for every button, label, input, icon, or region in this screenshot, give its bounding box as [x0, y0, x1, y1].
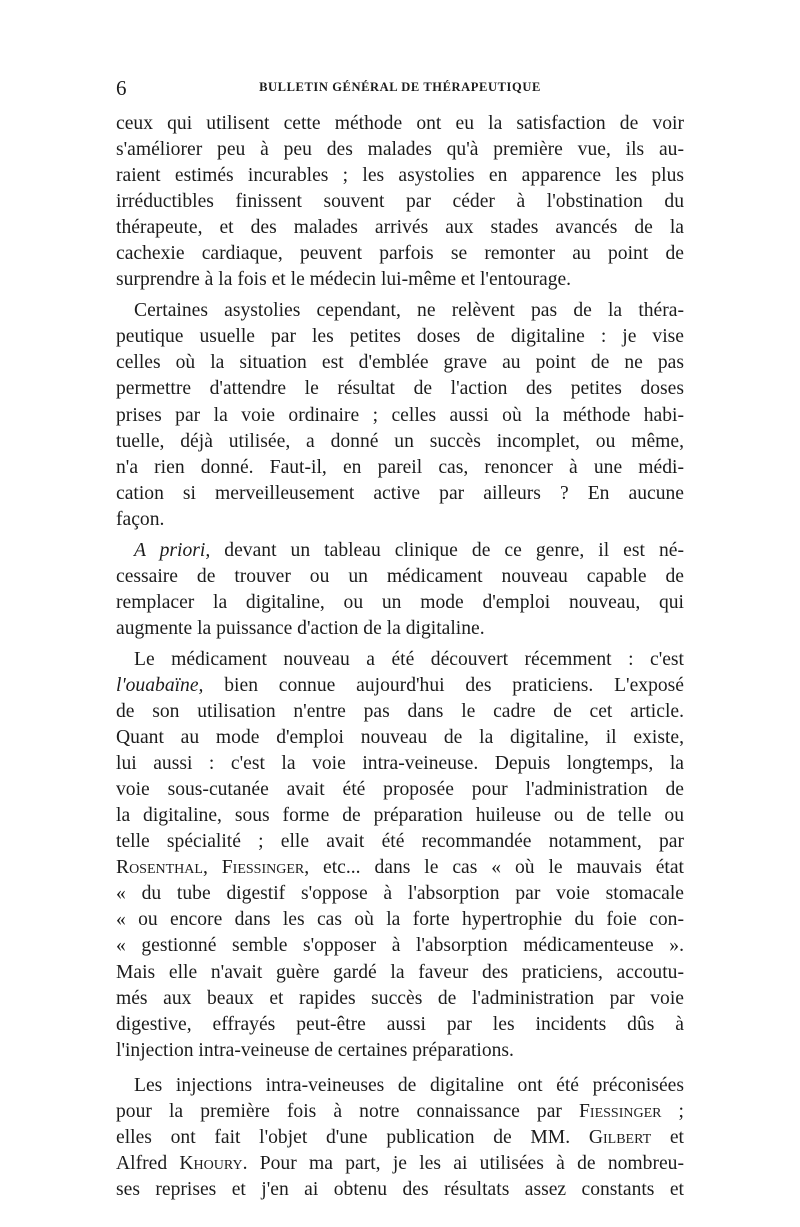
page-number: 6 [116, 76, 127, 100]
text-span: Alfred [116, 1152, 180, 1174]
text-line: peutique usuelle par les petites doses de digitaline : je vise [116, 326, 684, 348]
paragraph-4 [116, 647, 684, 1064]
text-line: celles où la situation est d'emblée grave au point de ne pas [116, 352, 684, 374]
text-line: prises par la voie ordinaire ; celles aussi où la méthode habi- [116, 404, 684, 426]
author-name: Rosenthal [116, 857, 203, 879]
text-line: la digitaline, sous forme de préparation huileuse ou de telle ou [116, 805, 684, 827]
text-line: Quant au mode d'emploi nouveau de la digitaline, il existe, [116, 727, 684, 749]
running-title: BULLETIN GÉNÉRAL DE THÉRAPEUTIQUE [259, 80, 541, 94]
text-line: façon. [116, 508, 165, 530]
paragraph-3 [116, 538, 684, 642]
text-line [116, 1151, 684, 1177]
text-line: Les injections intra-veineuses de digitaline ont été préconisées [134, 1074, 684, 1096]
paragraph-5 [116, 1073, 684, 1203]
text-span: elles ont fait l'objet d'une publication de MM. [116, 1126, 589, 1148]
text-line: més aux beaux et rapides succès de l'administration par voie [116, 987, 684, 1009]
author-name: Fiessinger [579, 1100, 662, 1122]
text-line: « ou encore dans les cas où la forte hypertrophie du foie con- [116, 909, 684, 931]
text-line: ceux qui utilisent cette méthode ont eu la satisfaction de voir [116, 113, 684, 134]
text-span: ; [661, 1100, 685, 1122]
italic-word: l'ouabaïne, [116, 674, 204, 696]
text-line: raient estimés incurables ; les asystolies en apparence les plus [116, 165, 684, 187]
text-line [116, 673, 684, 699]
text-line: telle spécialité ; elle avait été recommandée notamment, par [116, 831, 684, 853]
text-line: lui aussi : c'est la voie intra-veineuse. Depuis longtemps, la [116, 753, 684, 775]
text-line: voie sous-cutanée avait été proposée pour l'administration de [116, 779, 684, 801]
text-span: bien connue aujourd'hui des praticiens. L'exposé [203, 674, 684, 696]
text-line: de son utilisation n'entre pas dans le cadre de cet article. [116, 701, 684, 723]
paragraph-2 [116, 298, 684, 532]
paragraph-1 [116, 111, 684, 293]
text-span: pour la première fois à notre connaissance par [116, 1100, 580, 1122]
body-text [116, 111, 684, 1208]
text-line [116, 1099, 684, 1125]
author-name: Khoury [179, 1152, 243, 1174]
text-span: devant un tableau clinique de ce genre, il est né- [210, 539, 684, 561]
italic-lead: A priori, [134, 539, 211, 561]
text-span: . Pour ma part, je les ai utilisées à de nombreu- [242, 1152, 684, 1174]
text-line: n'a rien donné. Faut-il, en pareil cas, renoncer à une médi- [116, 456, 684, 478]
text-line: augmente la puissance d'action de la digitaline. [116, 617, 485, 639]
text-line: cachexie cardiaque, peuvent parfois se remonter au point de [116, 243, 684, 265]
text-line: digestive, effrayés peut-être aussi par les incidents dûs à [116, 1013, 684, 1035]
text-line: ses reprises et j'en ai obtenu des résultats assez constants et [116, 1178, 684, 1200]
text-line: tuelle, déjà utilisée, a donné un succès incomplet, ou même, [116, 430, 684, 452]
text-line: l'injection intra-veineuse de certaines préparations. [116, 1039, 514, 1061]
text-line: permettre d'attendre le résultat de l'action des petites doses [116, 378, 684, 400]
text-line: surprendre à la fois et le médecin lui-même et l'entourage. [116, 269, 572, 291]
text-line: « du tube digestif s'oppose à l'absorption par voie stomacale [116, 883, 684, 905]
author-name: Gilbert [588, 1126, 652, 1148]
text-line: Le médicament nouveau a été découvert récemment : c'est [134, 648, 684, 670]
text-line: irréductibles finissent souvent par céder à l'obstination du [116, 191, 684, 213]
text-line [134, 538, 684, 564]
text-line: thérapeute, et des malades arrivés aux stades avancés de la [116, 217, 684, 239]
author-name: Fiessinger [221, 857, 305, 879]
text-line: « gestionné semble s'opposer à l'absorption médicamenteuse ». [116, 935, 684, 957]
text-line: s'améliorer peu à peu des malades qu'à première vue, ils au- [116, 139, 684, 161]
text-span: et [651, 1126, 684, 1148]
text-line: remplacer la digitaline, ou un mode d'emploi nouveau, qui [116, 591, 684, 613]
text-line: Rosenthal, Fiessinger, etc... dans le cas « où le mauvais état [116, 857, 685, 879]
text-line: cation si merveilleusement active par ailleurs ? En aucune [116, 482, 684, 504]
text-line: Certaines asystolies cependant, ne relèvent pas de la théra- [134, 300, 684, 322]
text-line [116, 1125, 684, 1151]
text-span: , etc... dans le cas « où le mauvais état [304, 857, 685, 879]
text-line: Mais elle n'avait guère gardé la faveur des praticiens, accoutu- [116, 961, 684, 983]
text-line: cessaire de trouver ou un médicament nouveau capable de [116, 565, 684, 587]
